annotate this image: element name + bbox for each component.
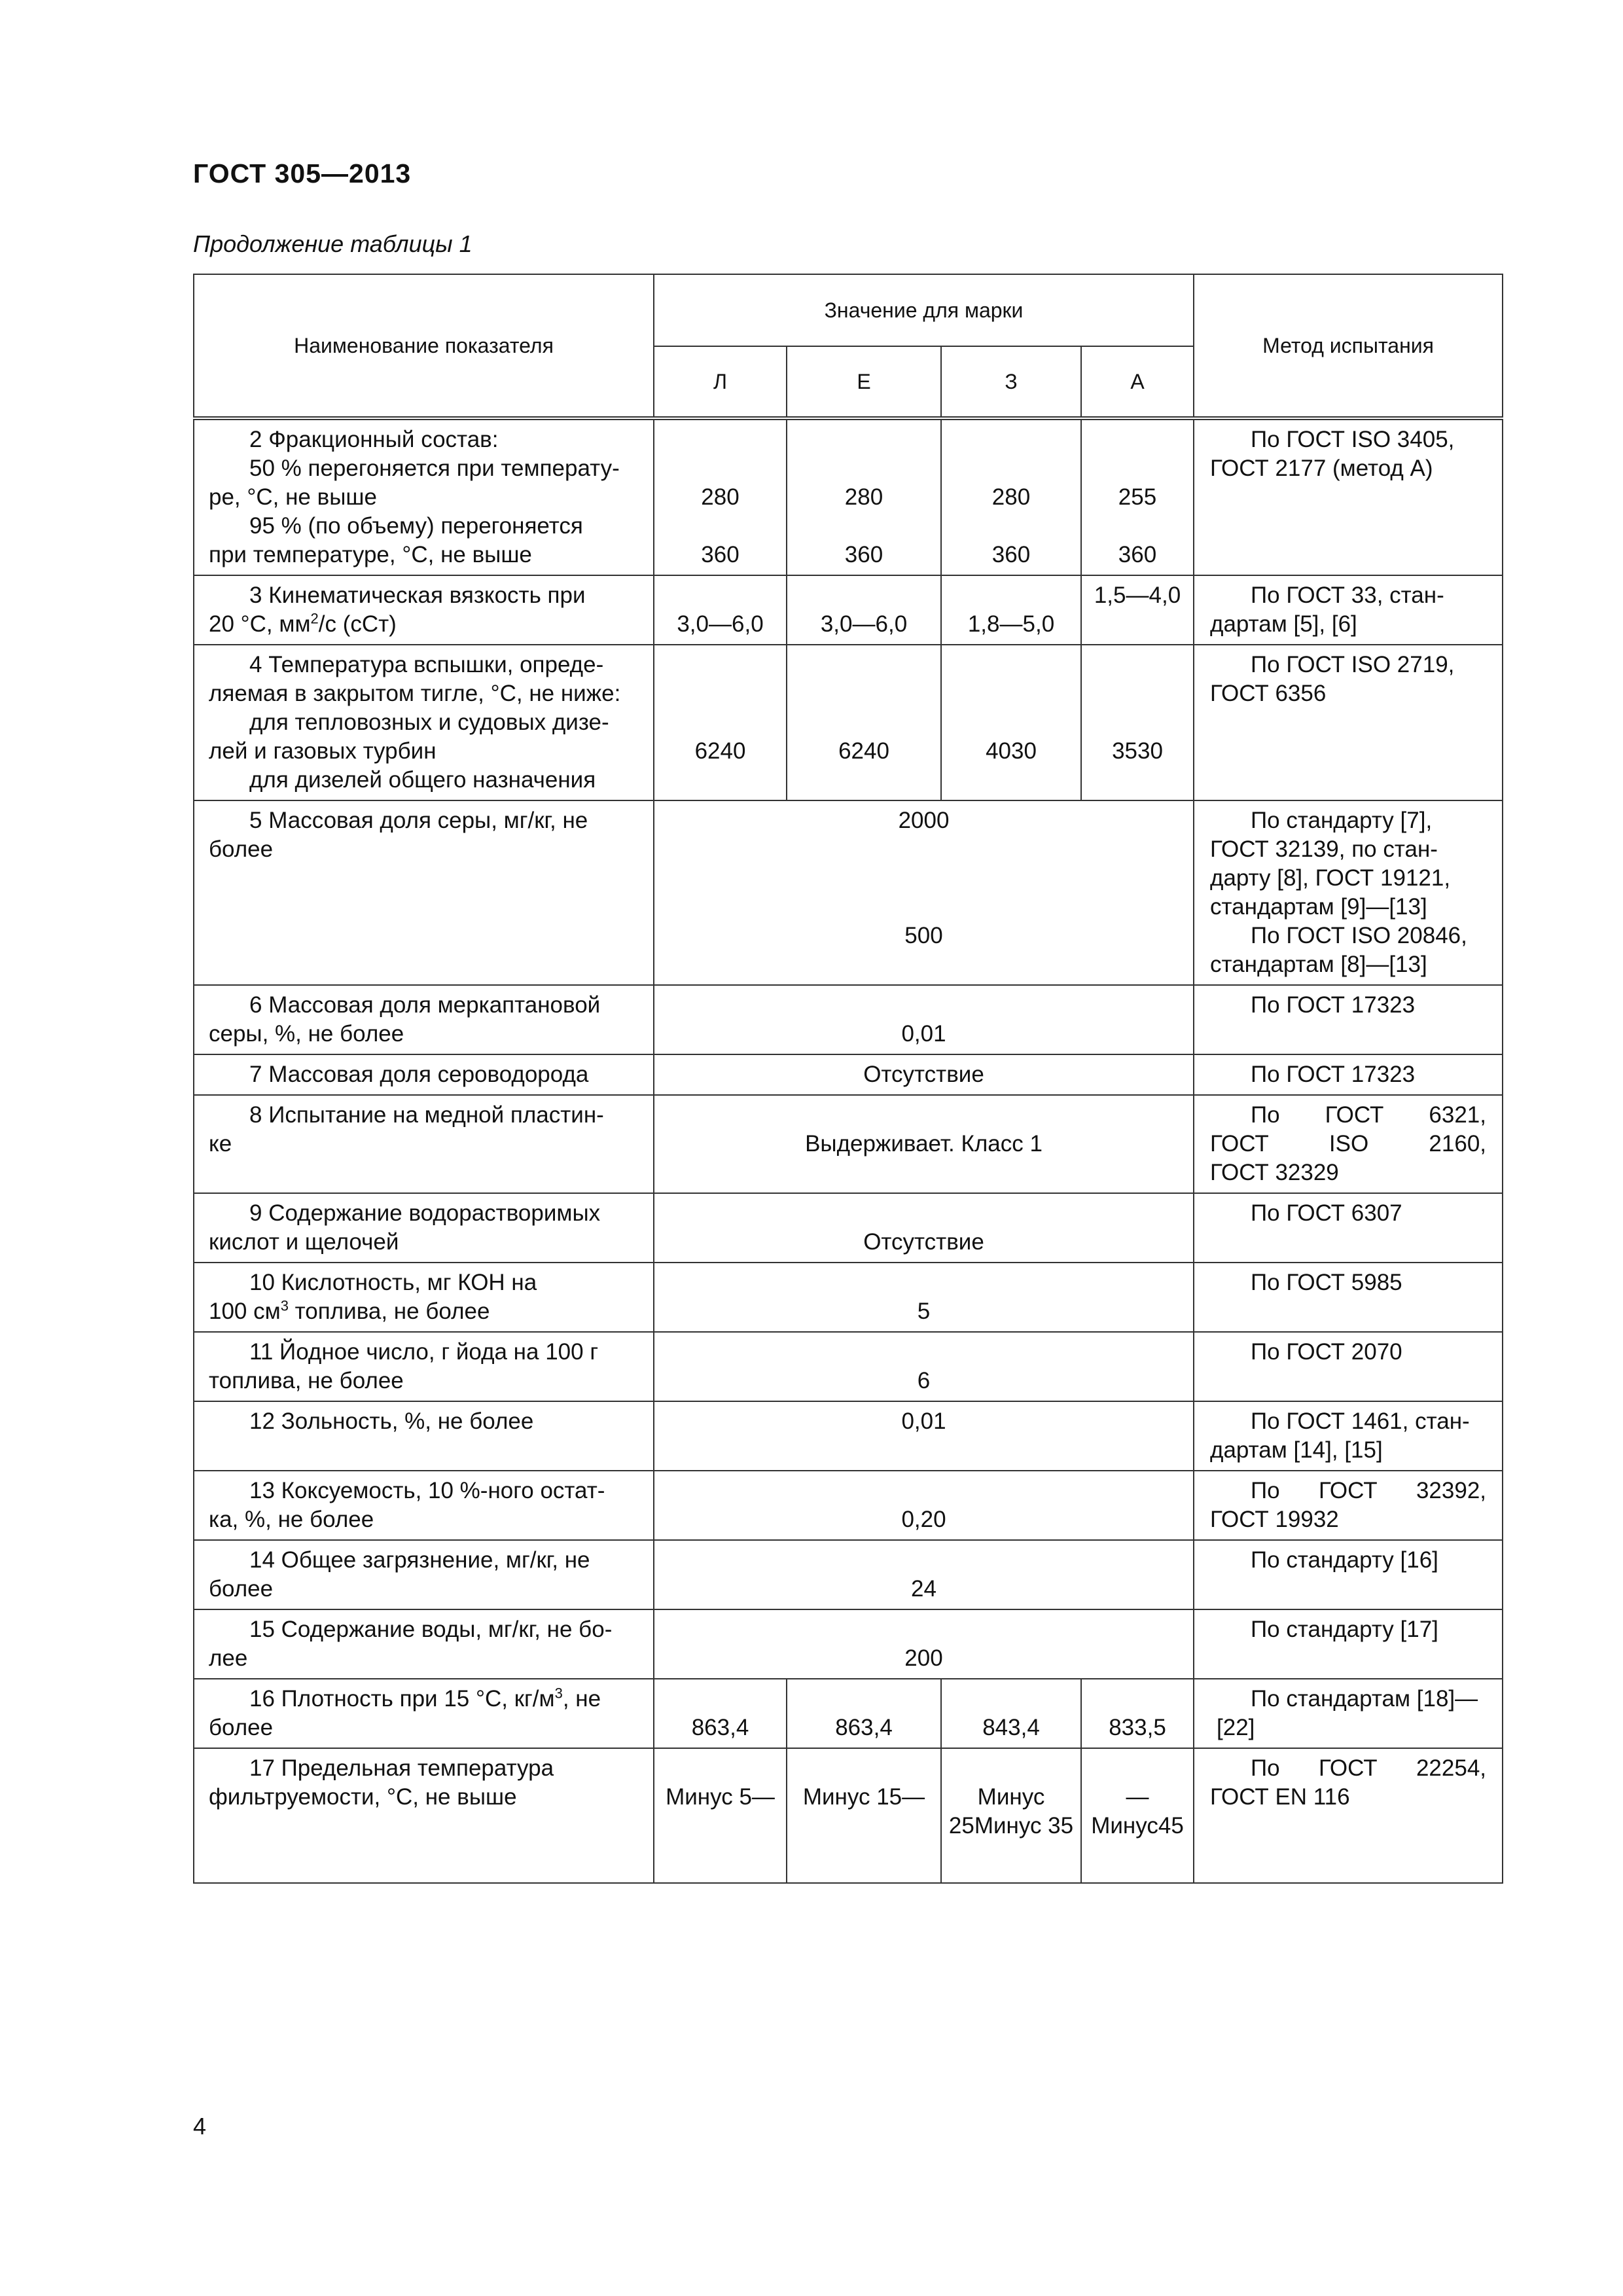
indicator-name: 5 Массовая доля серы, мг/кг, не более: [194, 800, 654, 985]
table-row: [194, 575, 1503, 645]
table-row: [194, 985, 1503, 1054]
value-a: —Минус45: [1081, 1748, 1194, 1883]
indicator-name: 12 Зольность, %, не более: [194, 1401, 654, 1471]
table-row: [194, 800, 1503, 985]
value-a: 1,5—4,0: [1081, 575, 1194, 645]
value-z: 1,8—5,0: [941, 575, 1081, 645]
test-method: По ГОСТ 6321, ГОСТ ISO 2160, ГОСТ 32329: [1194, 1095, 1503, 1193]
value-all-grades: Выдерживает. Класс 1: [654, 1095, 1194, 1193]
table-row: [194, 1054, 1503, 1095]
indicator-name: 14 Общее загрязнение, мг/кг, не более: [194, 1540, 654, 1609]
value-all-grades: 24: [654, 1540, 1194, 1609]
header-value-group: Значение для марки: [654, 274, 1194, 346]
table-row: [194, 1332, 1503, 1401]
indicator-name: 4 Температура вспышки, опреде- ляемая в закрытом тигле, °С, не ниже: для тепловозных и судовых дизе- лей и газовых турбин для дизелей общего назначения: [194, 645, 654, 800]
test-method: По стандарту [16]: [1194, 1540, 1503, 1609]
value-e: 863,4: [787, 1679, 941, 1748]
value-e: 280 360: [787, 418, 941, 575]
indicator-name: 8 Испытание на медной пластин- ке: [194, 1095, 654, 1193]
value-l: Минус 5—: [654, 1748, 787, 1883]
value-l: 863,4: [654, 1679, 787, 1748]
indicator-name: 17 Предельная температура фильтруемости, °С, не выше: [194, 1748, 654, 1883]
value-a: 255 360: [1081, 418, 1194, 575]
table-caption: Продолжение таблицы 1: [193, 230, 473, 257]
header-grade-a: А: [1081, 346, 1194, 418]
value-l: 6240: [654, 645, 787, 800]
indicator-name: 9 Содержание водорастворимых кислот и щелочей: [194, 1193, 654, 1263]
table-row: [194, 1748, 1503, 1883]
value-all-grades: Отсутствие: [654, 1054, 1194, 1095]
table-row: [194, 1471, 1503, 1540]
value-all-grades: 0,01: [654, 985, 1194, 1054]
value-z: Минус 25Минус 35: [941, 1748, 1081, 1883]
value-all-grades: 0,01: [654, 1401, 1194, 1471]
value-l: 280 360: [654, 418, 787, 575]
table-row: [194, 1401, 1503, 1471]
test-method: По ГОСТ ISO 3405, ГОСТ 2177 (метод А): [1194, 418, 1503, 575]
value-z: 843,4: [941, 1679, 1081, 1748]
value-z: 280 360: [941, 418, 1081, 575]
test-method: По ГОСТ 1461, стан- дартам [14], [15]: [1194, 1401, 1503, 1471]
page-number: 4: [193, 2113, 207, 2140]
test-method: По ГОСТ 6307: [1194, 1193, 1503, 1263]
indicator-name: 10 Кислотность, мг КОН на 100 $см^3$ топлива, не более: [194, 1263, 654, 1332]
value-e: 6240: [787, 645, 941, 800]
test-method: По ГОСТ 17323: [1194, 1054, 1503, 1095]
table-row: [194, 1095, 1503, 1193]
table-row: [194, 1609, 1503, 1679]
indicator-name: 16 Плотность при 15 °С, $кг/м^3$, не более: [194, 1679, 654, 1748]
test-method: По ГОСТ 2070: [1194, 1332, 1503, 1401]
value-l: 3,0—6,0: [654, 575, 787, 645]
value-a: 833,5: [1081, 1679, 1194, 1748]
header-grade-z: З: [941, 346, 1081, 418]
indicator-name: 6 Массовая доля меркаптановой серы, %, не более: [194, 985, 654, 1054]
test-method: По ГОСТ 5985: [1194, 1263, 1503, 1332]
value-e: 3,0—6,0: [787, 575, 941, 645]
value-z: 4030: [941, 645, 1081, 800]
table-row: [194, 645, 1503, 800]
indicator-name: 2 Фракционный состав: 50 % перегоняется при температу- ре, °С, не выше 95 % (по объему) перегоняется при температуре, °С, не выше: [194, 418, 654, 575]
value-all-grades: 2000 500: [654, 800, 1194, 985]
indicator-name: 13 Коксуемость, 10 %-ного остат- ка, %, не более: [194, 1471, 654, 1540]
indicator-name: 11 Йодное число, г йода на 100 г топлива, не более: [194, 1332, 654, 1401]
table-row: [194, 1263, 1503, 1332]
header-method: Метод испытания: [1194, 274, 1503, 418]
document-title: ГОСТ 305—2013: [193, 158, 412, 188]
test-method: По стандарту [17]: [1194, 1609, 1503, 1679]
test-method: По ГОСТ 32392, ГОСТ 19932: [1194, 1471, 1503, 1540]
test-method: По ГОСТ ISO 2719, ГОСТ 6356: [1194, 645, 1503, 800]
value-all-grades: 0,20: [654, 1471, 1194, 1540]
test-method: По стандарту [7], ГОСТ 32139, по стан- дарту [8], ГОСТ 19121, стандартам [9]—[13] По ГОСТ ISO 20846, стандартам [8]—[13]: [1194, 800, 1503, 985]
indicator-name: 3 Кинематическая вязкость при 20 °С, $мм^2/с$ (сСт): [194, 575, 654, 645]
value-a: 3530: [1081, 645, 1194, 800]
value-e: Минус 15—: [787, 1748, 941, 1883]
table-row: [194, 1679, 1503, 1748]
specification-table: [193, 274, 1503, 1884]
test-method: По ГОСТ 33, стан- дартам [5], [6]: [1194, 575, 1503, 645]
value-all-grades: 6: [654, 1332, 1194, 1401]
header-grade-e: Е: [787, 346, 941, 418]
test-method: По ГОСТ 22254, ГОСТ EN 116: [1194, 1748, 1503, 1883]
table-row: [194, 1540, 1503, 1609]
table-row: [194, 418, 1503, 575]
table-row: [194, 1193, 1503, 1263]
header-name: Наименование показателя: [194, 274, 654, 418]
value-all-grades: 5: [654, 1263, 1194, 1332]
test-method: По стандартам [18]— [22]: [1194, 1679, 1503, 1748]
header-grade-l: Л: [654, 346, 787, 418]
value-all-grades: Отсутствие: [654, 1193, 1194, 1263]
value-all-grades: 200: [654, 1609, 1194, 1679]
test-method: По ГОСТ 17323: [1194, 985, 1503, 1054]
indicator-name: 7 Массовая доля сероводорода: [194, 1054, 654, 1095]
indicator-name: 15 Содержание воды, мг/кг, не бо- лее: [194, 1609, 654, 1679]
